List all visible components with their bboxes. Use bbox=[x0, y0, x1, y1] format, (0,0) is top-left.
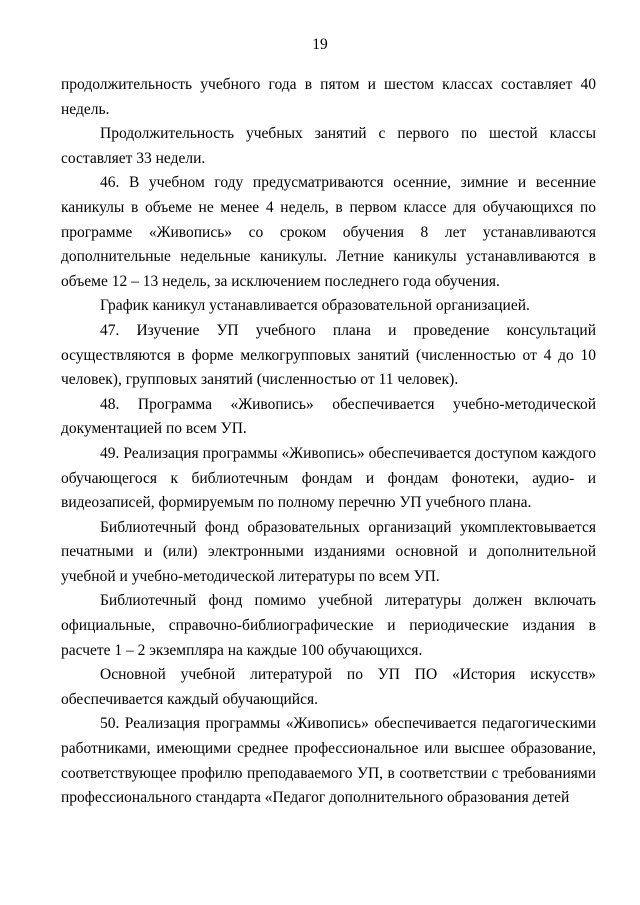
paragraph-48-documentation: 48. Программа «Живопись» обеспечивается учебно-методической документацией по всем УП. bbox=[61, 395, 596, 438]
paragraph-art-history-literature: Основной учебной литературой по УП ПО «История искусств» обеспечивается каждый обучающийся. bbox=[61, 666, 596, 708]
paragraph-year-duration: продолжительность учебного года в пятом и шестом классах составляет 40 недель. bbox=[61, 76, 596, 118]
paragraph-47-consultations: 47. Изучение УП учебного плана и проведение консультаций осуществляются в форме мелкогрупповых занятий (численностью от 4 до 10 человек), групповых занятий (численностью от 11 человек). bbox=[61, 321, 596, 389]
page-number: 19 bbox=[312, 36, 328, 53]
paragraph-holiday-schedule: График каникул устанавливается образовательной организацией. bbox=[100, 297, 530, 315]
paragraph-50-teachers: 50. Реализация программы «Живопись» обеспечивается педагогическими работниками, имеющими среднее профессиональное или высшее образование, соответствующее профилю преподаваемого УП, в соответствии с требованиями профессионального стандарта «Педагог дополнительного образования детей bbox=[61, 715, 596, 807]
body-text bbox=[61, 73, 596, 811]
paragraph-46-holidays: 46. В учебном году предусматриваются осенние, зимние и весенние каникулы в объеме не менее 4 недель, в первом классе для обучающихся по программе «Живопись» со сроком обучения 8 лет устанавливаются дополнительные недельные каникулы. Летние каникулы устанавливаются в объеме 12 – 13 недель, за исключением последнего года обучения. bbox=[61, 174, 596, 290]
paragraph-study-duration: Продолжительность учебных занятий с первого по шестой классы составляет 33 недели. bbox=[61, 125, 596, 167]
paragraph-library-fund: Библиотечный фонд образовательных организаций укомплектовывается печатными и (или) электронными изданиями основной и дополнительной учебной и учебно-методической литературы по всем УП. bbox=[61, 518, 596, 585]
paragraph-49-library-access: 49. Реализация программы «Живопись» обеспечивается доступом каждого обучающегося к библиотечным фондам и фондам фонотеки, аудио- и видеозаписей, формируемым по полному перечню УП учебного плана. bbox=[61, 444, 596, 512]
paragraph-library-periodicals: Библиотечный фонд помимо учебной литературы должен включать официальные, справочно-библиографические и периодические издания в расчете 1 – 2 экземпляра на каждые 100 обучающихся. bbox=[61, 592, 596, 659]
